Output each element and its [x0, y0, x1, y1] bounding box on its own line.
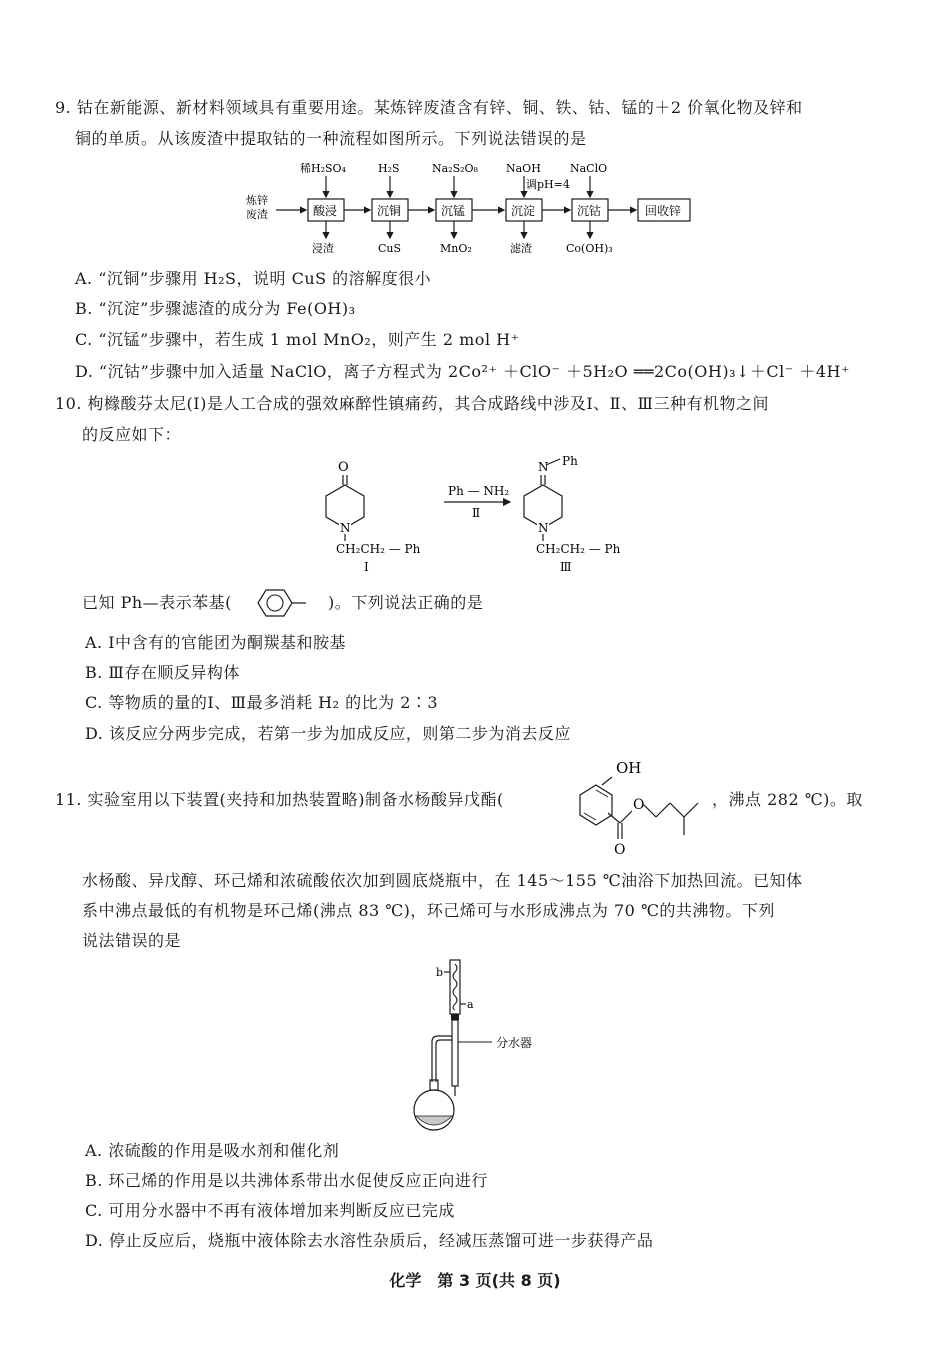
- flow-box-5: [572, 199, 608, 221]
- flow-product-5: Co(OH)₃: [566, 242, 613, 255]
- svg-text:沉锰: 沉锰: [441, 204, 466, 218]
- q11-stem-after: ，沸点 282 ℃)。取: [712, 790, 863, 809]
- label-separator: 分水器: [496, 1036, 533, 1050]
- q11-option-c: C. 可用分水器中不再有液体增加来判断反应已完成: [85, 1201, 455, 1220]
- q10-stem-line2: 的反应如下：: [82, 425, 182, 444]
- reagent-ii: Ph — NH₂: [448, 484, 510, 498]
- q10-known-after: )。下列说法正确的是: [328, 593, 484, 612]
- q11-option-d: D. 停止反应后，烧瓶中液体除去水溶性杂质后，经减压蒸馏可进一步获得产品: [85, 1231, 654, 1250]
- svg-text:沉淀: 沉淀: [511, 204, 536, 218]
- q11-option-a: A. 浓硫酸的作用是吸水剂和催化剂: [85, 1141, 340, 1160]
- q11-stem-before: 11. 实验室用以下装置(夹持和加热装置略)制备水杨酸异戊酯(: [55, 790, 504, 809]
- flow-box-6: [638, 199, 690, 221]
- flow-reagent-4: NaOH: [506, 162, 541, 175]
- svg-text:回收锌: 回收锌: [645, 204, 682, 218]
- q10-option-d: D. 该反应分两步完成，若第一步为加成反应，则第二步为消去反应: [85, 724, 571, 743]
- ester-ether-o: O: [633, 797, 645, 813]
- benzene-ring-icon: [246, 586, 320, 620]
- ester-benzene-ring: [580, 785, 612, 825]
- compound-iii-substituent: CH₂CH₂ — Ph: [536, 542, 621, 556]
- compound-iii-nitrogen: N: [538, 521, 549, 535]
- flow-box-1: [308, 199, 344, 221]
- condenser: [450, 960, 460, 1014]
- reagent-ii-id: Ⅱ: [472, 506, 481, 520]
- q11-stem-line2: 水杨酸、异戊醇、环己烯和浓硫酸依次加到圆底烧瓶中，在 145～155 ℃油浴下加热回流。已知体: [82, 871, 803, 890]
- flow-box-4: [506, 199, 542, 221]
- compound-iii-imine-n: N: [538, 460, 549, 474]
- q11-stem-line3: 系中沸点最低的有机物是环己烯(沸点 83 ℃)，环己烯可与水形成沸点为 70 ℃的共沸物。下列: [82, 901, 775, 920]
- q10-stem-line1: 10. 枸橼酸芬太尼(Ⅰ)是人工合成的强效麻醉性镇痛药，其合成路线中涉及Ⅰ、Ⅱ、Ⅲ三种有机物之间: [55, 394, 769, 413]
- q10-known-before: 已知 Ph—表示苯基(: [82, 593, 232, 612]
- q9-option-b: B. “沉淀”步骤滤渣的成分为 Fe(OH)₃: [75, 299, 356, 318]
- label-a: a: [467, 998, 474, 1011]
- q9-option-d: D. “沉钴”步骤中加入适量 NaClO，离子方程式为 2Co²⁺ ＋ClO⁻ ＋5H₂O ══2Co(OH)₃↓＋Cl⁻ ＋4H⁺: [75, 362, 850, 381]
- svg-text:酸浸: 酸浸: [313, 204, 338, 218]
- flow-reagent-5: NaClO: [570, 162, 608, 175]
- flow-product-2: CuS: [378, 242, 402, 255]
- ester-carbonyl-o: O: [614, 842, 626, 858]
- page-footer: 化学 第 3 页(共 8 页): [389, 1271, 561, 1290]
- flow-reagent-2: H₂S: [378, 162, 400, 175]
- label-b: b: [436, 966, 444, 979]
- flow-input-2: 废渣: [246, 208, 268, 221]
- flow-product-3: MnO₂: [440, 242, 472, 255]
- q10-reaction-scheme: [300, 455, 640, 575]
- compound-i-nitrogen: N: [340, 521, 351, 535]
- q10-option-a: A. Ⅰ中含有的官能团为酮羰基和胺基: [85, 633, 347, 652]
- flow-box-3: [436, 199, 472, 221]
- compound-iii-id: Ⅲ: [560, 560, 572, 574]
- flow-reagent-3: Na₂S₂O₈: [432, 162, 478, 175]
- flow-reagent-note: 调pH=4: [526, 178, 570, 191]
- flow-input-1: 炼锌: [246, 194, 268, 207]
- ester-oh-label: OH: [616, 759, 642, 777]
- compound-iii-ph: Ph: [562, 455, 578, 468]
- q10-option-b: B. Ⅲ存在顺反异构体: [85, 663, 240, 682]
- q9-stem-line2: 铜的单质。从该废渣中提取钴的一种流程如图所示。下列说法错误的是: [75, 129, 587, 148]
- svg-text:沉钴: 沉钴: [577, 204, 602, 218]
- q11-apparatus-diagram: [400, 956, 550, 1134]
- q11-option-b: B. 环己烯的作用是以共沸体系带出水促使反应正向进行: [85, 1171, 488, 1190]
- flow-product-4: 滤渣: [510, 242, 532, 255]
- flow-box-2: [372, 199, 408, 221]
- svg-text:沉铜: 沉铜: [377, 204, 402, 218]
- q9-option-a: A. “沉铜”步骤用 H₂S，说明 CuS 的溶解度很小: [75, 269, 432, 288]
- q11-stem-line4: 说法错误的是: [82, 931, 182, 950]
- q9-stem-line1: 9. 钴在新能源、新材料领域具有重要用途。某炼锌废渣含有锌、铜、铁、钴、锰的＋2 价氧化物及锌和: [55, 98, 803, 117]
- q10-option-c: C. 等物质的量的Ⅰ、Ⅲ最多消耗 H₂ 的比为 2∶3: [85, 693, 439, 712]
- q9-option-c: C. “沉锰”步骤中，若生成 1 mol MnO₂，则产生 2 mol H⁺: [75, 330, 520, 349]
- q9-flowchart: [240, 158, 700, 258]
- q11-ester-structure: [566, 755, 716, 859]
- flow-product-1: 浸渣: [312, 242, 334, 255]
- compound-i-oxygen: O: [338, 460, 349, 475]
- flow-reagent-1: 稀H₂SO₄: [300, 162, 346, 175]
- compound-i-substituent: CH₂CH₂ — Ph: [336, 542, 421, 556]
- compound-i-id: Ⅰ: [364, 560, 369, 574]
- water-separator: [452, 1020, 458, 1086]
